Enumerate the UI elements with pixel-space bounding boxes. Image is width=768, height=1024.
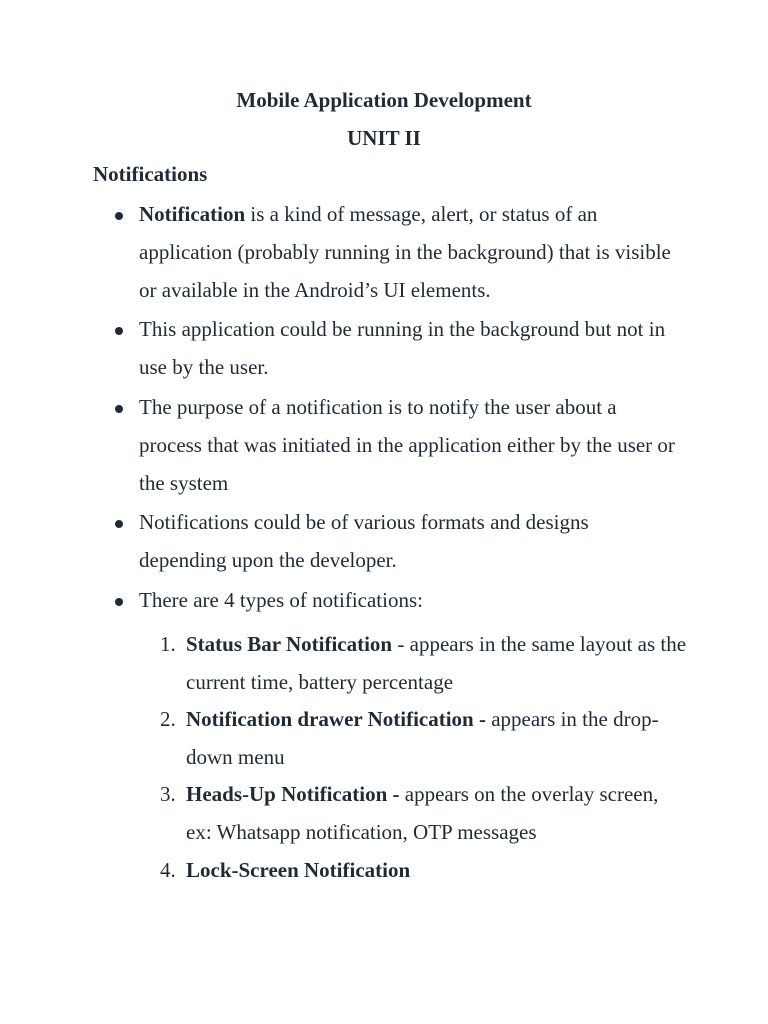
list-number: 2. <box>160 707 176 732</box>
bullet-text: The purpose of a notification is to notify the user about a process that was initiated in the application either by the user or the system <box>139 394 675 495</box>
notification-types-list <box>0 626 768 889</box>
bullet-item <box>0 504 768 580</box>
bullet-text: Notifications could be of various formats and designs depending upon the developer. <box>139 510 589 573</box>
section-heading: Notifications <box>93 162 208 186</box>
bullet-bold-text: Notification <box>139 202 246 226</box>
bullet-text: This application could be running in the background but not in use by the user. <box>139 317 666 380</box>
notification-type-item <box>0 626 768 701</box>
bullet-item <box>0 582 768 620</box>
unit-heading: UNIT II <box>347 126 421 150</box>
notification-type-name: Status Bar Notification <box>186 632 393 656</box>
notification-type-description: appears on the overlay screen, ex: Whatsapp notification, OTP messages <box>186 782 659 844</box>
list-number: 3. <box>160 782 176 807</box>
list-number: 4. <box>160 857 176 882</box>
notification-type-description: appears in the drop-down menu <box>186 707 659 769</box>
bullet-dot-icon <box>115 520 123 528</box>
bullet-item <box>0 389 768 502</box>
bullet-item <box>0 311 768 387</box>
notification-type-item <box>0 852 768 890</box>
notification-type-name: Heads-Up Notification - <box>186 782 400 807</box>
notification-type-item <box>0 776 768 851</box>
bullet-text: There are 4 types of notifications: <box>139 587 423 612</box>
list-number: 1. <box>160 632 176 656</box>
notification-type-name: Notification drawer Notification - <box>186 707 486 732</box>
bullet-dot-icon <box>115 598 123 606</box>
bullet-dot-icon <box>115 327 123 335</box>
document-title: Mobile Application Development <box>236 88 532 112</box>
bullet-dot-icon <box>115 405 123 413</box>
bullet-list <box>0 196 768 622</box>
notification-type-item <box>0 701 768 776</box>
bullet-dot-icon <box>115 212 123 220</box>
notification-type-name: Lock-Screen Notification <box>186 857 411 882</box>
bullet-text: is a kind of message, alert, or status of an application (probably running in the background) that is visible or available in the Android’s UI elements. <box>139 202 671 302</box>
bullet-item <box>0 196 768 309</box>
notification-type-description: - appears in the same layout as the current time, battery percentage <box>186 632 687 694</box>
